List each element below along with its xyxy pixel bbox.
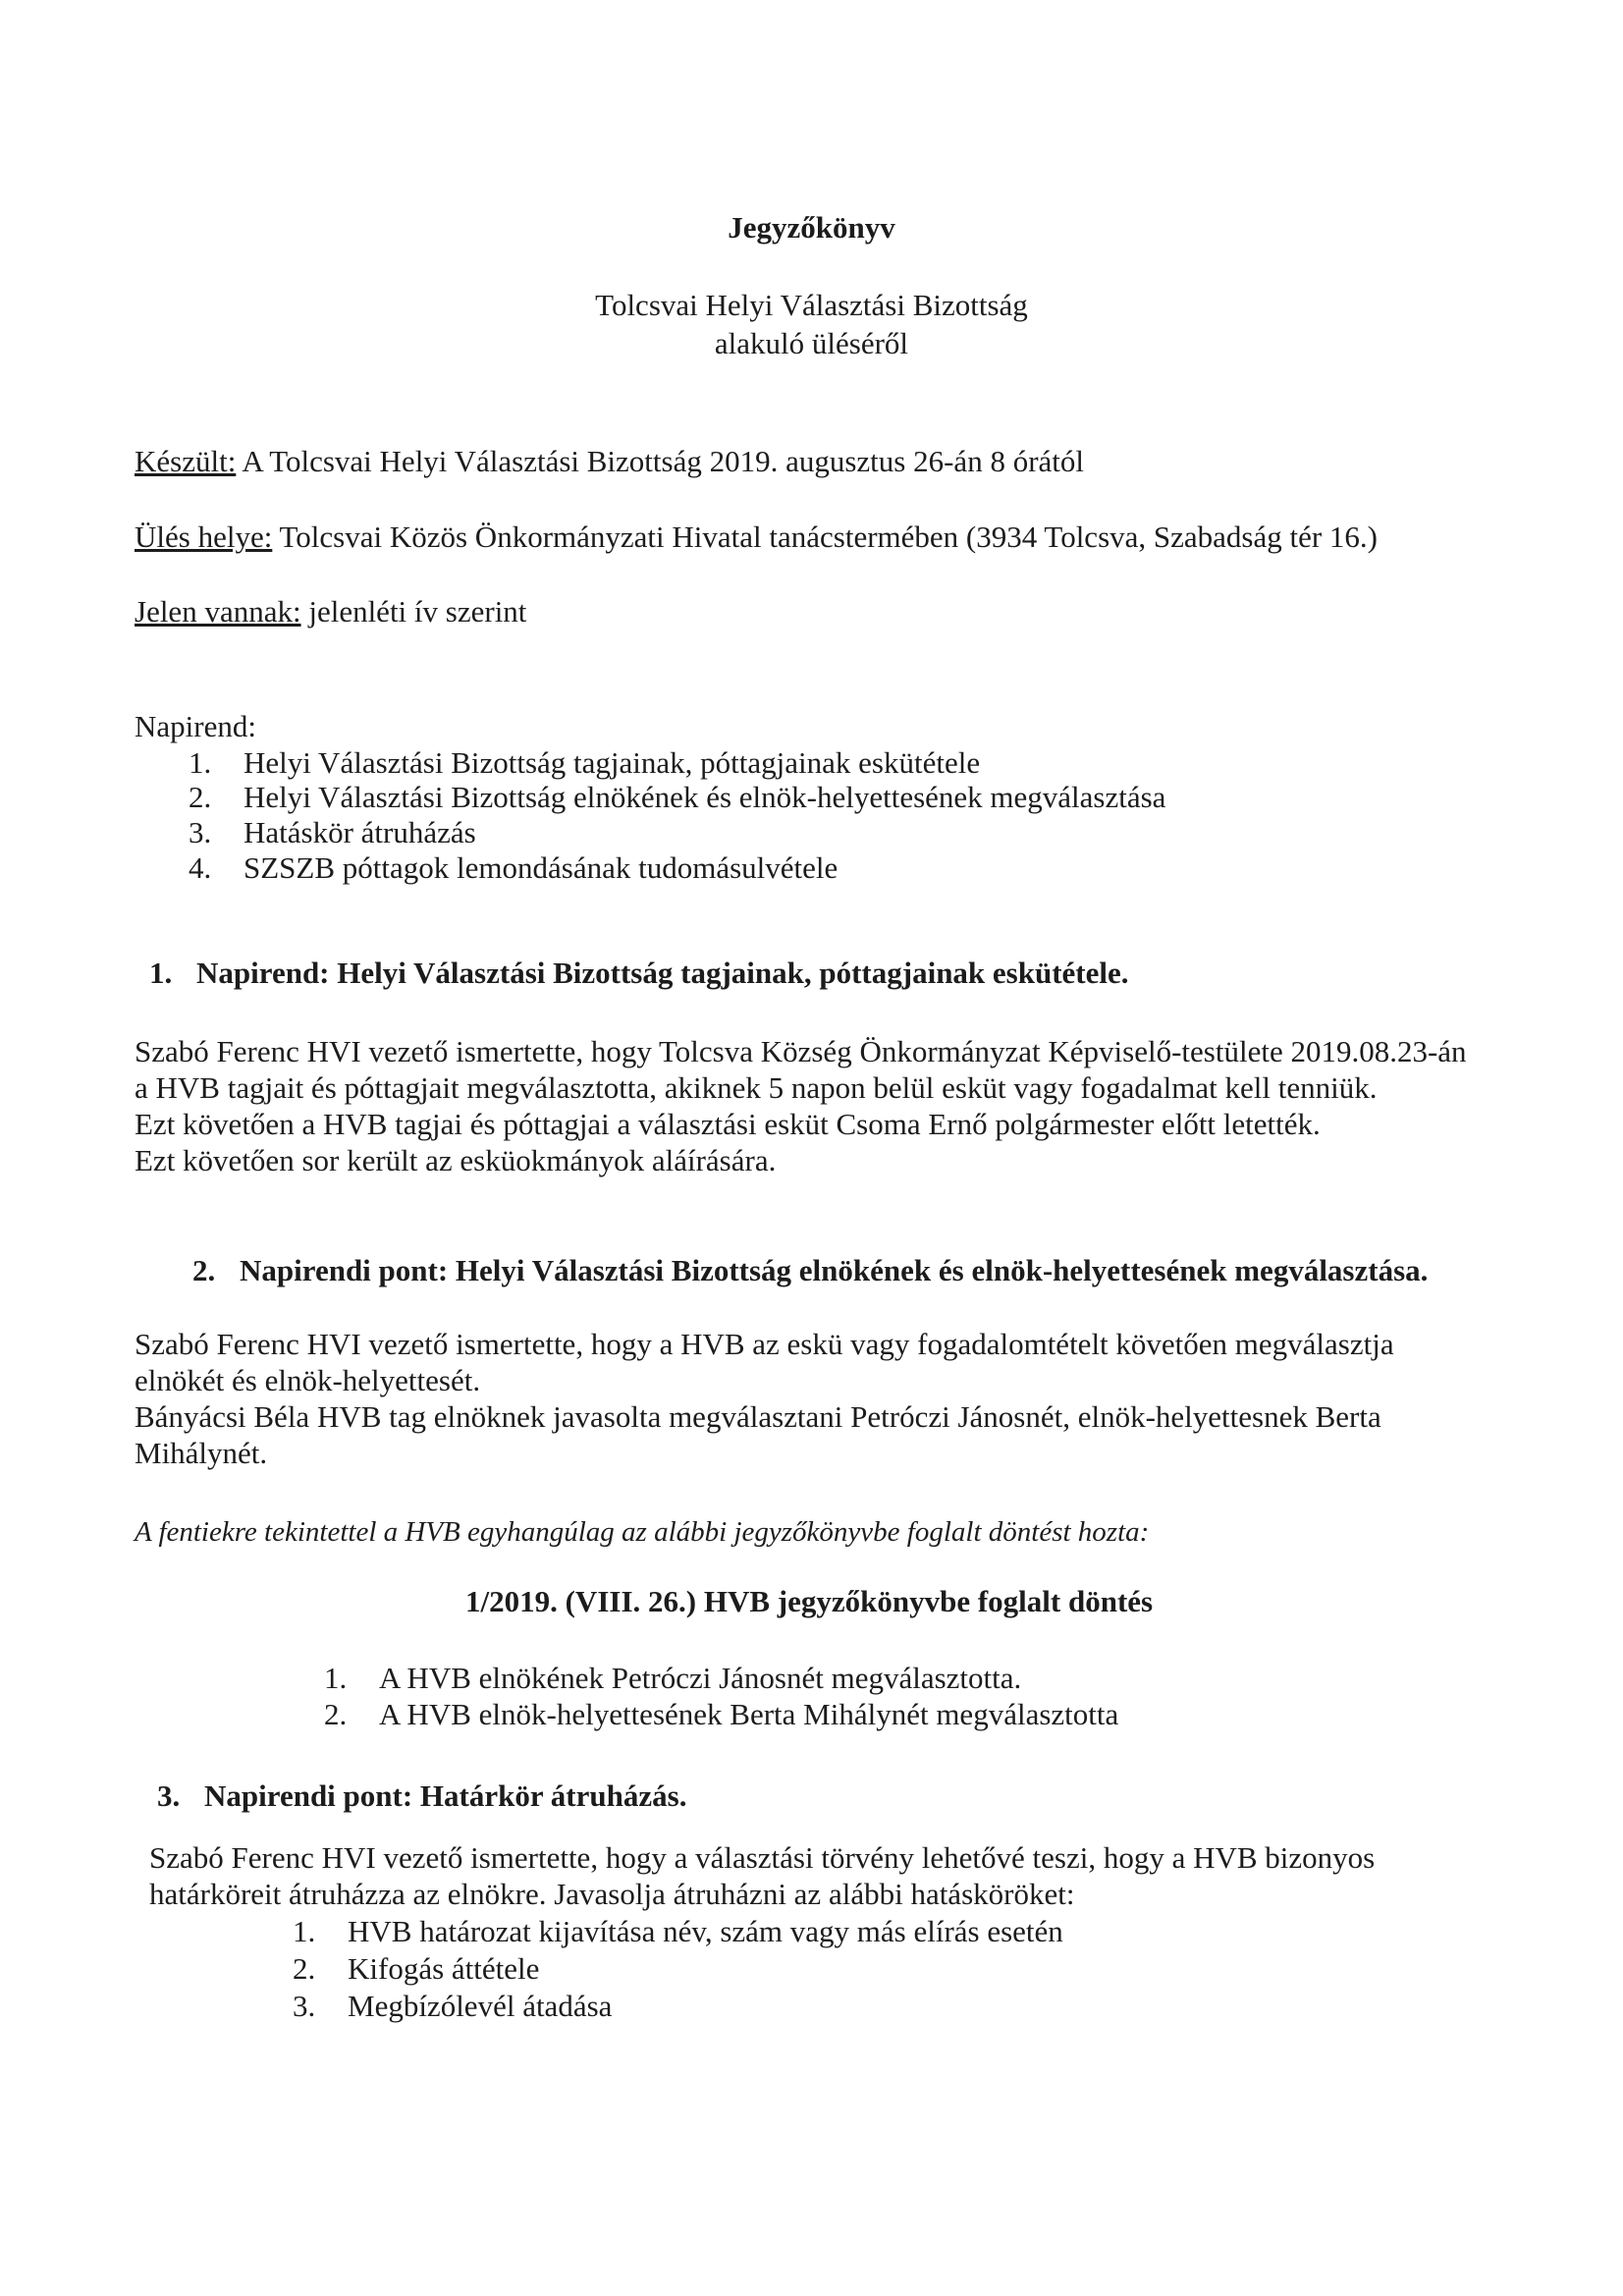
ules-line xyxy=(135,519,1378,556)
keszult-line xyxy=(135,443,1084,480)
ules-value: Tolcsvai Közös Önkormányzati Hivatal tanácstermében (3934 Tolcsva, Szabadság tér 16.) xyxy=(272,519,1379,554)
agenda-item: 1. Helyi Választási Bizottság tagjainak, póttagjainak eskütétele xyxy=(189,745,981,780)
delegated-item: 3. Megbízólevél átadása xyxy=(293,1989,613,2023)
agenda-label: Napirend: xyxy=(135,709,256,743)
paragraph-line: Szabó Ferenc HVI vezető ismertette, hogy Tolcsva Község Önkormányzat Képviselő-testülete 2019.08.23-án xyxy=(135,1034,1467,1068)
agenda-item: 4. SZSZB póttagok lemondásának tudomásulvétele xyxy=(189,850,839,885)
paragraph-line: Mihálynét. xyxy=(135,1436,268,1470)
ules-label: Ülés helye: xyxy=(135,519,273,554)
paragraph-line: határköreit átruházza az elnökre. Javasolja átruházni az alábbi hatásköröket: xyxy=(149,1877,1075,1911)
decision-item: 1. A HVB elnökének Petróczi Jánosnét megválasztotta. xyxy=(324,1661,1022,1695)
agenda-item: 2. Helyi Választási Bizottság elnökének és elnök-helyettesének megválasztása xyxy=(189,780,1166,814)
section-heading: 1. Napirend: Helyi Választási Bizottság tagjainak, póttagjainak eskütétele. xyxy=(149,956,1129,990)
jelen-line xyxy=(135,593,526,630)
paragraph-line: Ezt követően a HVB tagjai és póttagjai a választási esküt Csoma Ernő polgármester előtt letették. xyxy=(135,1107,1321,1141)
document-subtitle: Tolcsvai Helyi Választási Bizottság xyxy=(595,288,1028,322)
paragraph-line: Bányácsi Béla HVB tag elnöknek javasolta megválasztani Petróczi Jánosnét, elnök-helyettesnek Berta xyxy=(135,1399,1381,1434)
paragraph-line: Ezt követően sor került az esküokmányok aláírására. xyxy=(135,1143,777,1177)
decision-intro: A fentiekre tekintettel a HVB egyhangúlag az alábbi jegyzőkönyvbe foglalt döntést hozta: xyxy=(135,1516,1150,1548)
agenda-item: 3. Hatáskör átruházás xyxy=(189,815,476,849)
document-subtitle-2: alakuló üléséről xyxy=(714,326,909,360)
decision-title: 1/2019. (VIII. 26.) HVB jegyzőkönyvbe foglalt döntés xyxy=(465,1584,1154,1618)
paragraph-line: Szabó Ferenc HVI vezető ismertette, hogy a választási törvény lehetővé teszi, hogy a HVB bizonyos xyxy=(149,1840,1376,1875)
keszult-value: A Tolcsvai Helyi Választási Bizottság 2019. augusztus 26-án 8 órától xyxy=(236,444,1084,478)
delegated-item: 2. Kifogás áttétele xyxy=(293,1951,540,1986)
section-heading: 3. Napirendi pont: Határkör átruházás. xyxy=(157,1778,687,1813)
paragraph-line: a HVB tagjait és póttagjait megválasztotta, akiknek 5 napon belül esküt vagy fogadalmat kell tenniük. xyxy=(135,1070,1378,1105)
paragraph-line: elnökét és elnök-helyettesét. xyxy=(135,1363,481,1397)
jelen-label: Jelen vannak: xyxy=(135,594,301,629)
jelen-value: jelenléti ív szerint xyxy=(300,594,527,629)
keszult-label: Készült: xyxy=(135,444,237,478)
section-heading: 2. Napirendi pont: Helyi Választási Bizottság elnökének és elnök-helyettesének megválasztása. xyxy=(192,1253,1429,1287)
decision-item: 2. A HVB elnök-helyettesének Berta Mihálynét megválasztotta xyxy=(324,1697,1119,1731)
delegated-item: 1. HVB határozat kijavítása név, szám vagy más elírás esetén xyxy=(293,1914,1063,1948)
document-title: Jegyzőkönyv xyxy=(728,210,895,245)
paragraph-line: Szabó Ferenc HVI vezető ismertette, hogy a HVB az eskü vagy fogadalomtételt követően megválasztja xyxy=(135,1327,1394,1361)
